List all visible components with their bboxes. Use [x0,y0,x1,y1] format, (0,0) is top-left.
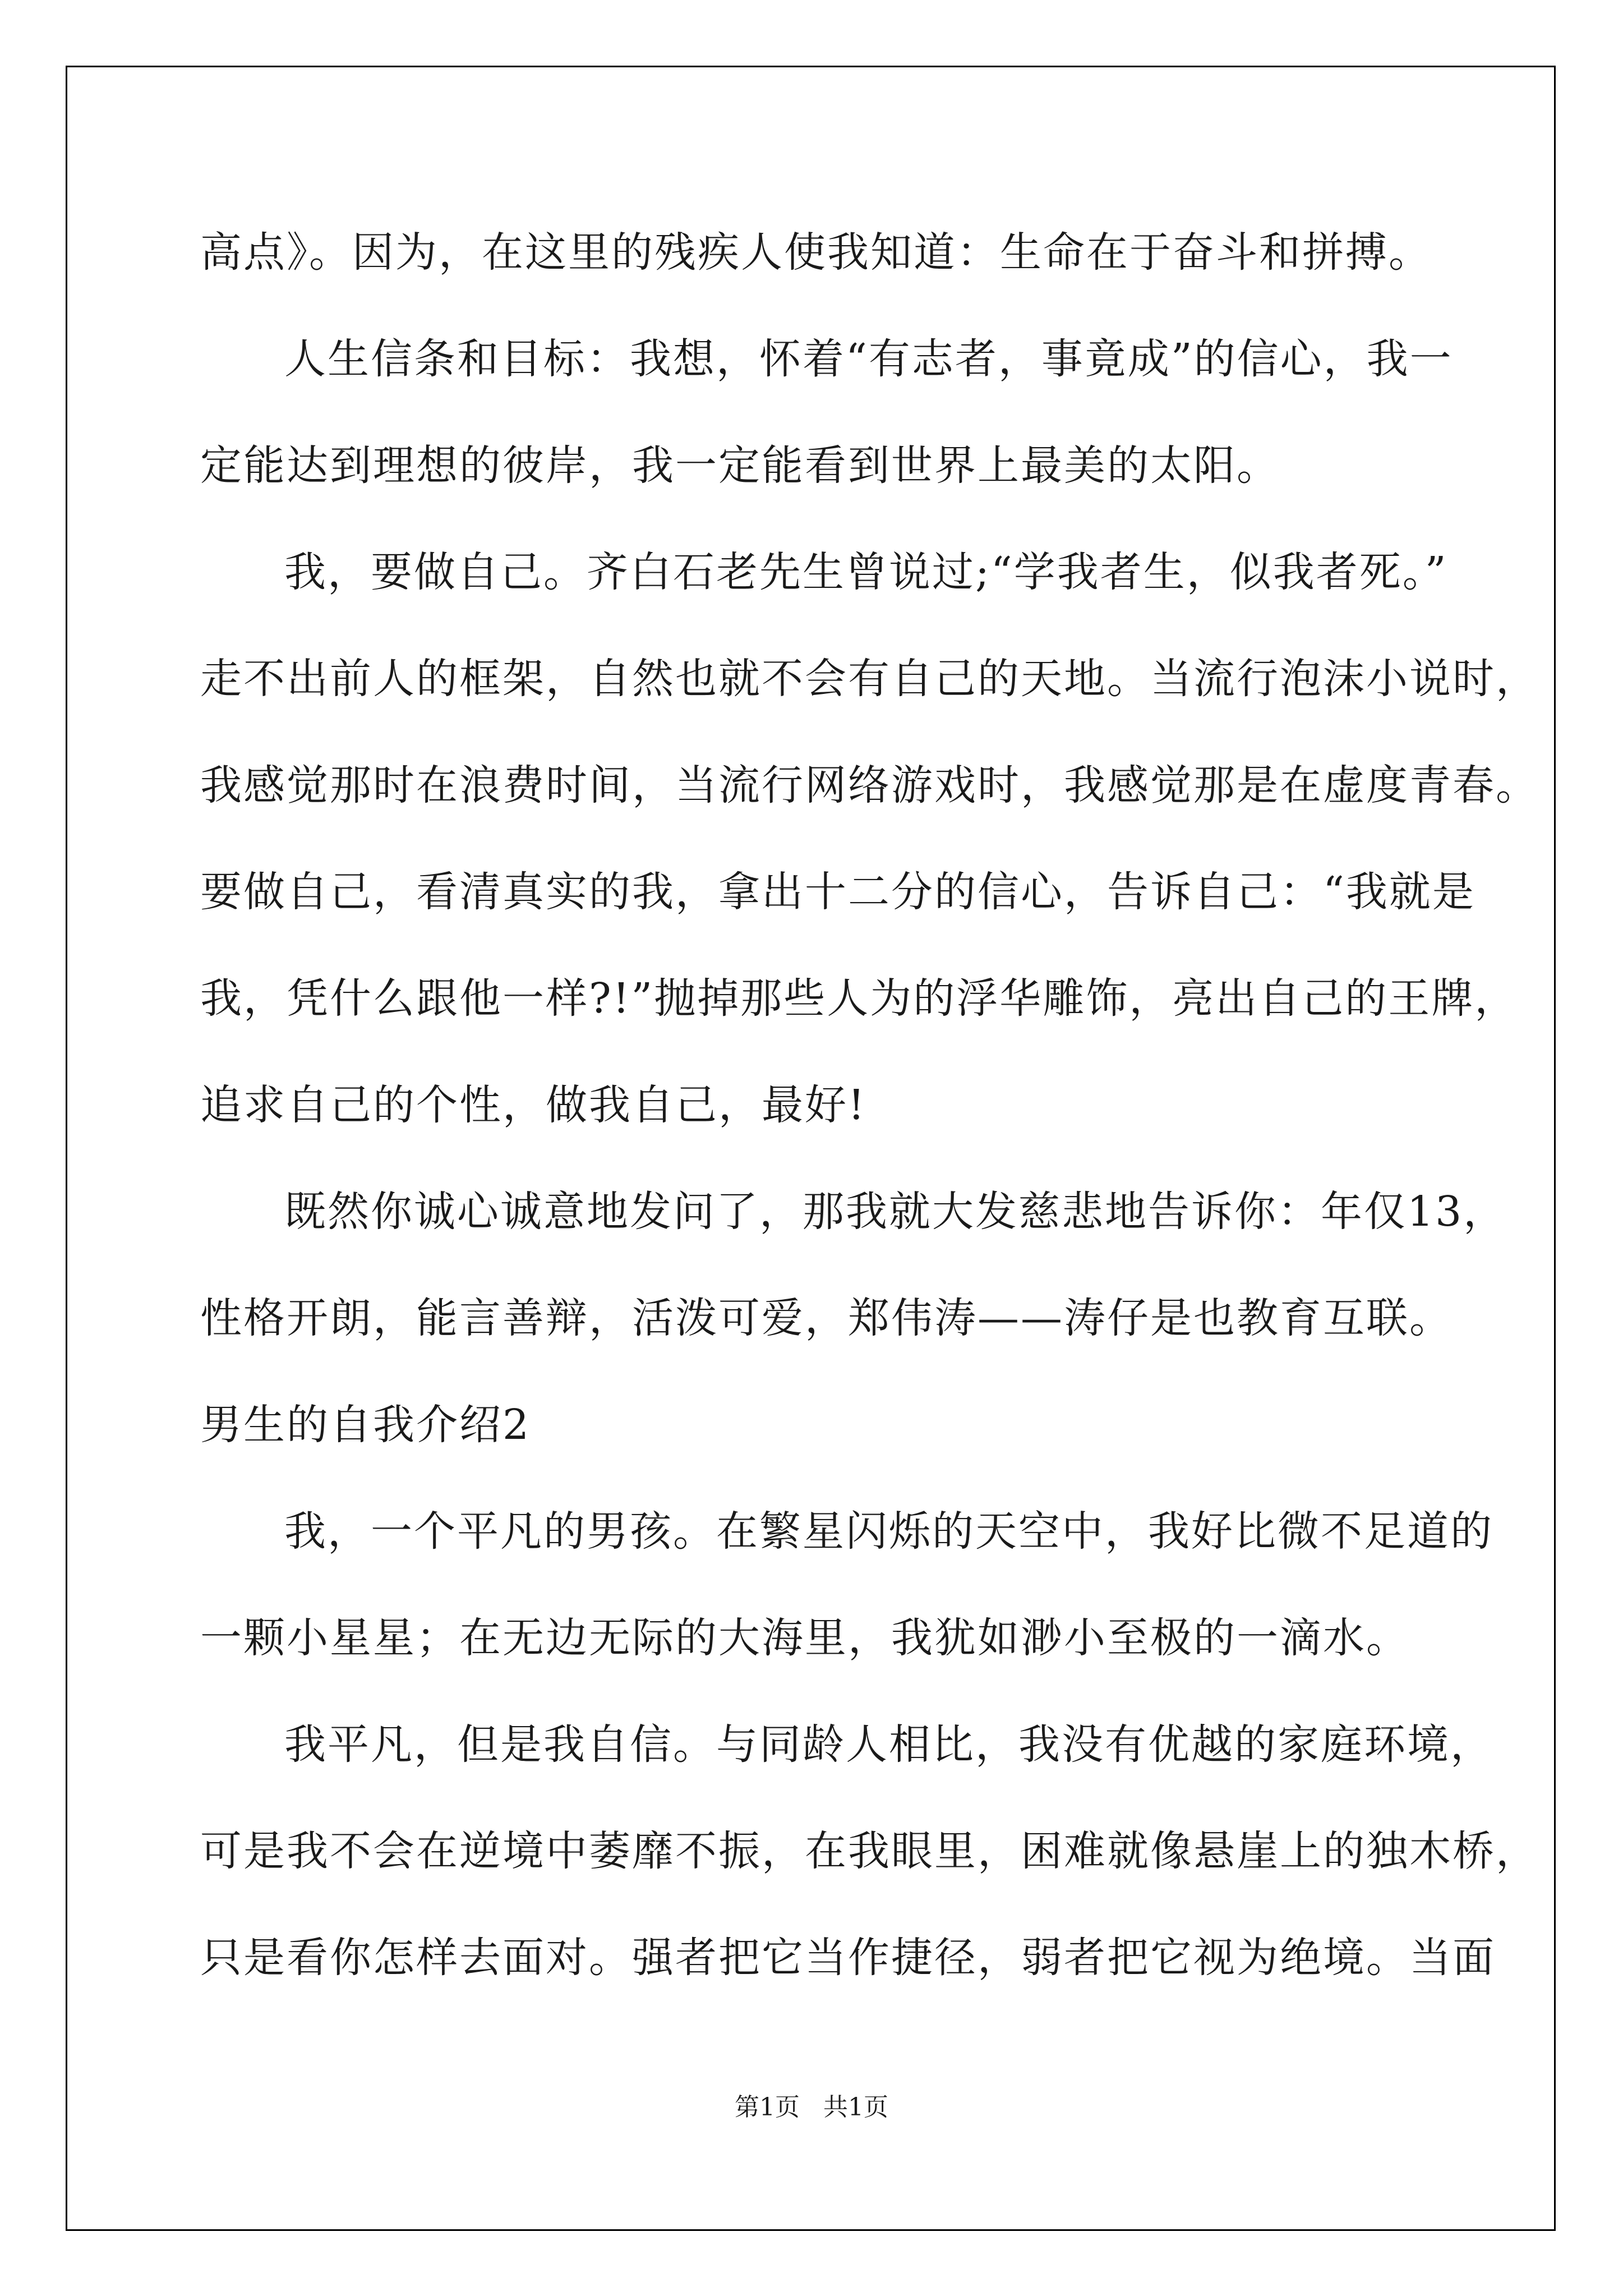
text-line: 可是我不会在逆境中萎靡不振，在我眼里，困难就像悬崖上的独木桥， [200,1827,1539,1875]
text-line: 人生信条和目标：我想，怀着“有志者，事竟成”的信心，我一 [284,335,1453,383]
text-line: 我，凭什么跟他一样?!”抛掉那些人为的浮华雕饰，亮出自己的王牌， [200,974,1518,1023]
text-line: 高点》。因为，在这里的残疾人使我知道：生命在于奋斗和拼搏。 [200,228,1432,277]
page-total: 共1页 [823,2093,888,2122]
text-line: 只是看你怎样去面对。强者把它当作捷径，弱者把它视为绝境。当面 [200,1934,1496,1982]
text-line: 要做自己，看清真实的我，拿出十二分的信心，告诉自己：“我就是 [200,868,1476,916]
text-line: 定能达到理想的彼岸，我一定能看到世界上最美的太阳。 [200,441,1280,490]
text-line: 我，一个平凡的男孩。在繁星闪烁的天空中，我好比微不足道的 [284,1507,1493,1556]
text-line: 我，要做自己。齐白石老先生曾说过;“学我者生，似我者死。” [284,548,1448,596]
page-number: 第1页 [735,2093,800,2122]
text-line: 既然你诚心诚意地发问了，那我就大发慈悲地告诉你：年仅13， [284,1188,1507,1236]
document-body [200,210,1539,2022]
page-footer [0,2087,1623,2123]
text-line: 走不出前人的框架，自然也就不会有自己的天地。当流行泡沫小说时， [200,655,1539,703]
section-heading: 男生的自我介绍2 [200,1401,531,1449]
text-line: 追求自己的个性，做我自己，最好! [200,1081,866,1129]
text-line: 我感觉那时在浪费时间，当流行网络游戏时，我感觉那是在虚度青春。 [200,761,1539,809]
text-line: 一颗小星星；在无边无际的大海里，我犹如渺小至极的一滴水。 [200,1614,1409,1662]
text-line: 性格开朗，能言善辩，活泼可爱，郑伟涛——涛仔是也教育互联。 [200,1294,1453,1342]
text-line: 我平凡，但是我自信。与同龄人相比，我没有优越的家庭环境， [284,1720,1493,1769]
